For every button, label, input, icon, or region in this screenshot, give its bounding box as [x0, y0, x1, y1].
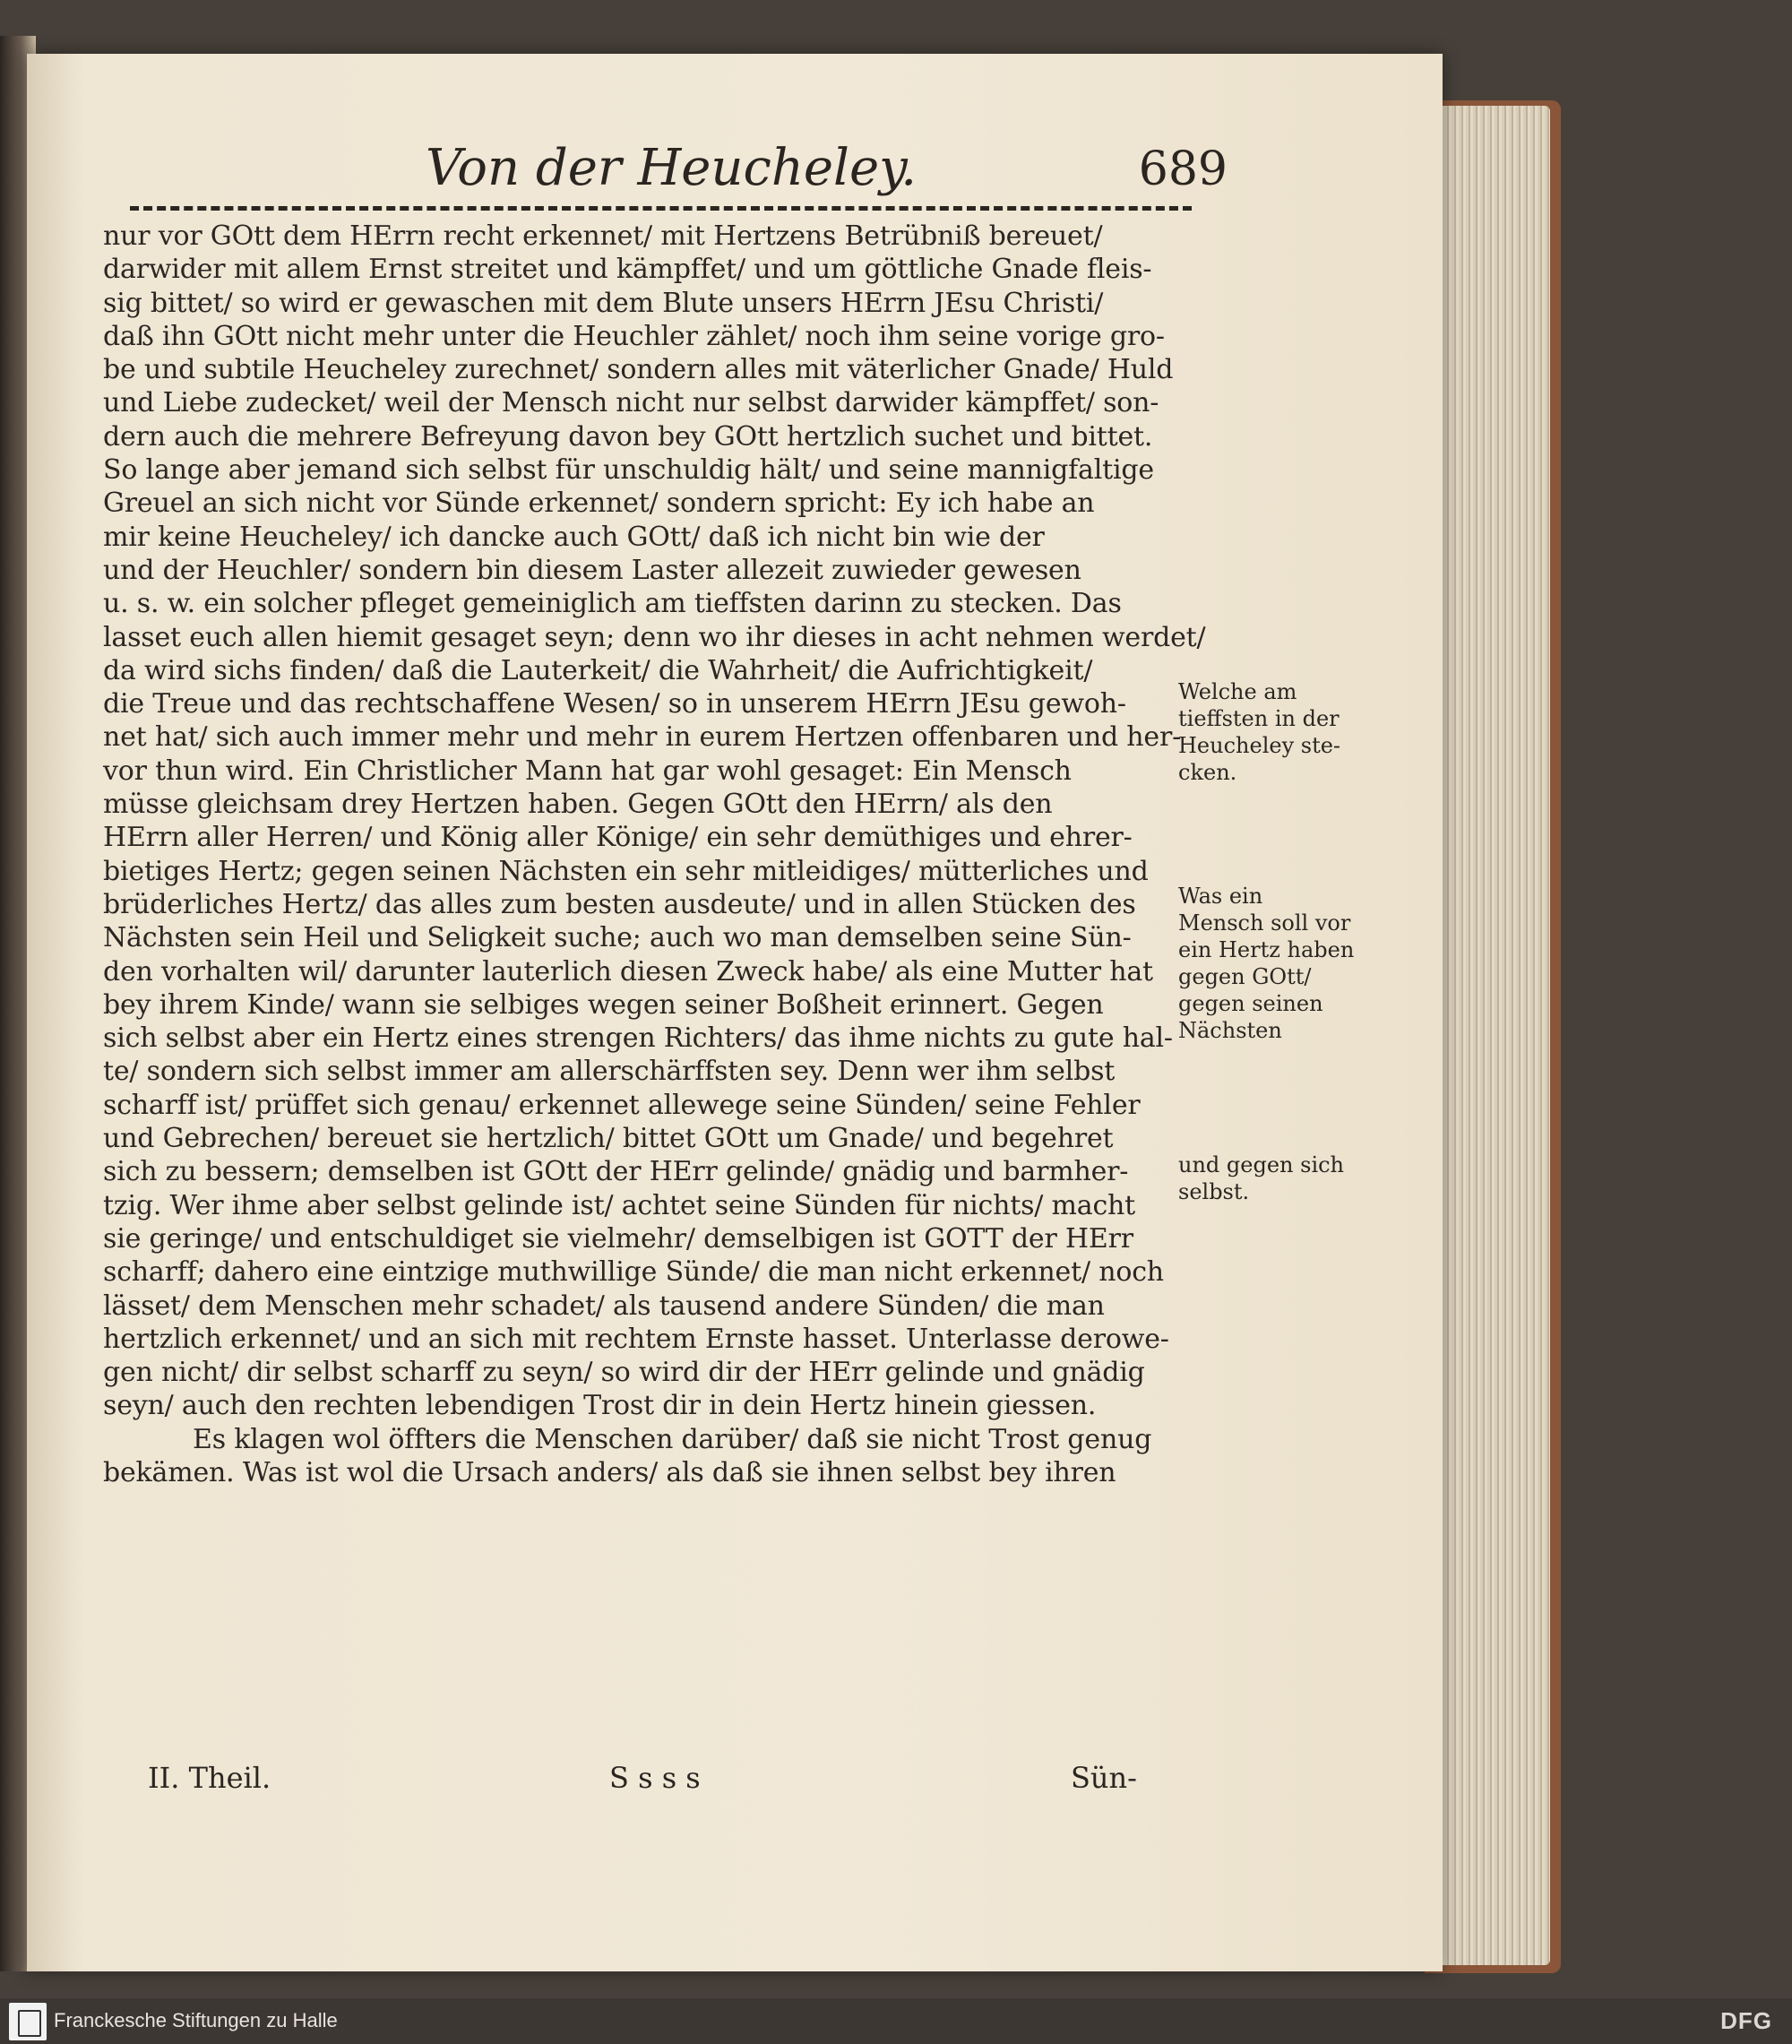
- text-line: HErrn aller Herren/ und König aller Könige/ ein sehr demüthiges und ehrer-: [103, 822, 1133, 854]
- marginal-note-line: tieffsten in der: [1178, 706, 1340, 731]
- header-rule: [130, 206, 1192, 211]
- signature-mark: S s s s: [609, 1761, 701, 1795]
- marginal-note-line: ein Hertz haben: [1178, 937, 1355, 962]
- marginal-note-line: Welche am: [1178, 679, 1297, 704]
- marginal-note-line: und gegen sich: [1178, 1152, 1345, 1177]
- text-line: sig bittet/ so wird er gewaschen mit dem Blute unsers HErrn JEsu Christi/: [103, 287, 1104, 319]
- text-line: sich selbst aber ein Hertz eines strengen Richters/ das ihme nichts zu gute hal-: [103, 1022, 1173, 1055]
- text-line: Greuel an sich nicht vor Sünde erkennet/ sondern spricht: Ey ich habe an: [103, 487, 1095, 520]
- part-label: II. Theil.: [148, 1761, 271, 1795]
- text-line: gen nicht/ dir selbst scharff zu seyn/ so wird dir der HErr gelinde und gnädig: [103, 1357, 1145, 1389]
- marginal-note-line: Nächsten: [1178, 1018, 1282, 1043]
- marginal-note-2: [1178, 883, 1354, 1044]
- text-line: u. s. w. ein solcher pfleget gemeiniglich am tieffsten darinn zu stecken. Das: [103, 588, 1122, 620]
- text-line: daß ihn GOtt nicht mehr unter die Heuchler zählet/ noch ihm seine vorige gro-: [103, 320, 1165, 352]
- text-line: und Gebrechen/ bereuet sie hertzlich/ bittet GOtt um Gnade/ und begehret: [103, 1123, 1114, 1155]
- text-line: mir keine Heucheley/ ich dancke auch GOtt/ daß ich nicht bin wie der: [103, 521, 1045, 553]
- page-header: [134, 139, 1228, 211]
- text-line: Es klagen wol öffters die Menschen darüber/ daß sie nicht Trost genug: [193, 1423, 1152, 1455]
- page-number: 689: [1138, 142, 1228, 196]
- text-line: sich zu bessern; demselben ist GOtt der HErr gelinde/ gnädig und barmher-: [103, 1156, 1129, 1188]
- body-text: [103, 220, 1205, 1489]
- text-line: So lange aber jemand sich selbst für unschuldig hält/ und seine mannigfaltige: [103, 454, 1154, 487]
- text-line: nur vor GOtt dem HErrn recht erkennet/ mit Hertzens Betrübniß bereuet/: [103, 220, 1103, 252]
- text-line: und der Heuchler/ sondern bin diesem Laster allezeit zuwieder gewesen: [103, 554, 1081, 586]
- text-line: lasset euch allen hiemit gesaget seyn; denn wo ihr dieses in acht nehmen werdet/: [103, 621, 1206, 653]
- text-line: Nächsten sein Heil und Seligkeit suche; auch wo man demselben seine Sün-: [103, 922, 1132, 954]
- book-page: [27, 54, 1443, 1971]
- text-line: dern auch die mehrere Befreyung davon bey GOtt hertzlich suchet und bittet.: [103, 420, 1153, 453]
- marginal-note-1: [1178, 678, 1340, 786]
- institution-logo-icon: [9, 2003, 47, 2040]
- text-line: die Treue und das rechtschaffene Wesen/ so in unserem HErrn JEsu gewoh-: [103, 688, 1126, 720]
- text-line: und Liebe zudecket/ weil der Mensch nicht nur selbst darwider kämpffet/ son-: [103, 387, 1159, 419]
- marginal-note-line: gegen GOtt/: [1178, 964, 1312, 989]
- catchword: Sün-: [1071, 1761, 1137, 1795]
- dfg-logo: DFG: [1720, 2007, 1772, 2034]
- marginal-note-line: Heucheley ste-: [1178, 733, 1341, 758]
- marginal-note-line: Was ein: [1178, 884, 1263, 909]
- text-line: lässet/ dem Menschen mehr schadet/ als tausend andere Sünden/ die man: [103, 1289, 1105, 1322]
- text-line: scharff ist/ prüffet sich genau/ erkennet allewege seine Sünden/ seine Fehler: [103, 1089, 1141, 1121]
- text-line: te/ sondern sich selbst immer am allerschärffsten sey. Denn wer ihm selbst: [103, 1056, 1116, 1088]
- marginal-note-line: gegen seinen: [1178, 991, 1323, 1016]
- text-line: seyn/ auch den rechten lebendigen Trost dir in dein Hertz hinein giessen.: [103, 1390, 1097, 1422]
- text-line: da wird sichs finden/ daß die Lauterkeit/ die Wahrheit/ die Aufrichtigkeit/: [103, 654, 1093, 686]
- text-line: be und subtile Heucheley zurechnet/ sondern alles mit väterlicher Gnade/ Huld: [103, 354, 1174, 386]
- running-title: Von der Heucheley.: [426, 139, 918, 197]
- text-line: den vorhalten wil/ darunter lauterlich diesen Zweck habe/ als eine Mutter hat: [103, 955, 1153, 988]
- text-line: bey ihrem Kinde/ wann sie selbiges wegen seiner Boßheit erinnert. Gegen: [103, 988, 1104, 1021]
- text-line: bekämen. Was ist wol die Ursach anders/ als daß sie ihnen selbst bey ihren: [103, 1456, 1116, 1488]
- text-line: scharff; dahero eine eintzige muthwillige Sünde/ die man nicht erkennet/ noch: [103, 1256, 1164, 1289]
- institution-name: Franckesche Stiftungen zu Halle: [54, 2009, 338, 2031]
- text-line: vor thun wird. Ein Christlicher Mann hat gar wohl gesaget: Ein Mensch: [103, 755, 1072, 787]
- text-line: net hat/ sich auch immer mehr und mehr in eurem Hertzen offenbaren und her-: [103, 721, 1182, 754]
- marginal-note-line: selbst.: [1178, 1179, 1250, 1204]
- text-line: sie geringe/ und entschuldiget sie vielmehr/ demselbigen ist GOTT der HErr: [103, 1222, 1133, 1255]
- marginal-note-line: cken.: [1178, 760, 1237, 785]
- text-line: bietiges Hertz; gegen seinen Nächsten ein sehr mitleidiges/ mütterliches und: [103, 855, 1149, 887]
- text-line: hertzlich erkennet/ und an sich mit rechtem Ernste hasset. Unterlasse derowe-: [103, 1323, 1169, 1355]
- text-line: müsse gleichsam drey Hertzen haben. Gegen GOtt den HErrn/ als den: [103, 789, 1053, 821]
- text-line: tzig. Wer ihme aber selbst gelinde ist/ achtet seine Sünden für nichts/ macht: [103, 1189, 1136, 1221]
- text-line: darwider mit allem Ernst streitet und kämpffet/ und um göttliche Gnade fleis-: [103, 254, 1152, 286]
- text-line: brüderliches Hertz/ das alles zum besten ausdeute/ und in allen Stücken des: [103, 888, 1136, 920]
- marginal-note-3: [1178, 1151, 1344, 1205]
- marginal-note-line: Mensch soll vor: [1178, 910, 1351, 936]
